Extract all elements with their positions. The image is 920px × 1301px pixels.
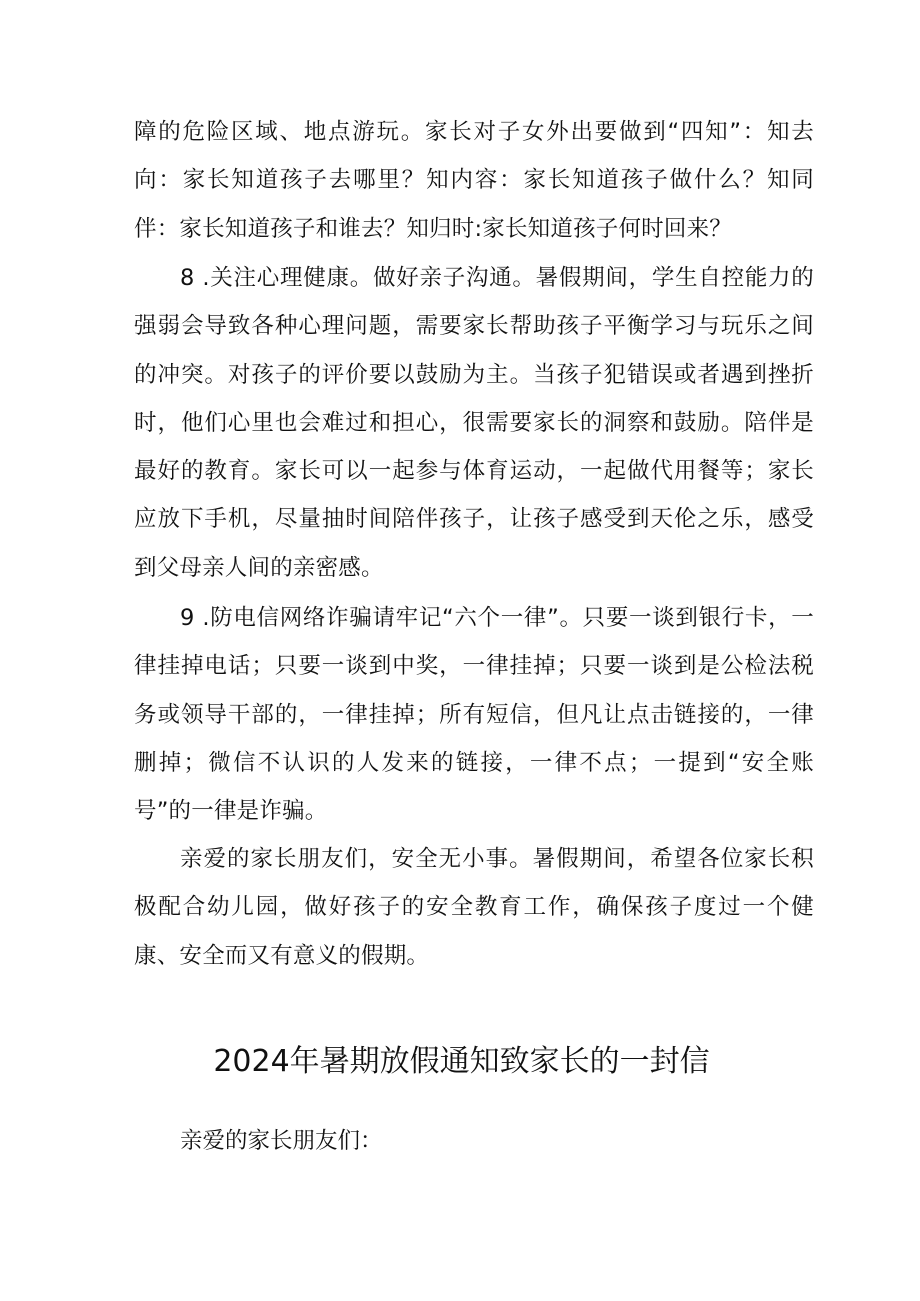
paragraph-mental-health: 8 .关注心理健康。做好亲子沟通。暑假期间，学生自控能力的强弱会导致各种心理问题，需要家长帮助孩子平衡学习与玩乐之间的冲突。对孩子的评价要以鼓励为主。当孩子犯错误或者遇到挫折时，他们心里也会难过和担心，很需要家长的洞察和鼓励。陪伴是最好的教育。家长可以一起参与体育运动，一起做代用餐等；家长应放下手机，尽量抽时间陪伴孩子，让孩子感受到天伦之乐，感受到父母亲人间的亲密感。 (134, 265, 814, 581)
letter-title: 2024年暑期放假通知致家长的一封信 (213, 1044, 710, 1079)
paragraph-closing: 亲爱的家长朋友们，安全无小事。暑假期间，希望各位家长积极配合幼儿园，做好孩子的安全教育工作，确保孩子度过一个健康、安全而又有意义的假期。 (134, 846, 814, 969)
paragraph-anti-fraud: 9 .防电信网络诈骗请牢记“六个一律”。只要一谈到银行卡，一律挂掉电话；只要一谈到中奖，一律挂掉；只要一谈到是公检法税务或领导干部的，一律挂掉；所有短信，但凡让点击链接的，一律删掉；微信不认识的人发来的链接，一律不点；一提到“安全账号”的一律是诈骗。 (134, 605, 814, 825)
letter-salutation: 亲爱的家长朋友们： (180, 1128, 383, 1154)
paragraph-safety-four-knows: 障的危险区域、地点游玩。家长对子女外出要做到“四知”：知去向：家长知道孩子去哪里？知内容：家长知道孩子做什么？知同伴：家长知道孩子和谁去？知归时:家长知道孩子何时回来？ (134, 119, 814, 242)
